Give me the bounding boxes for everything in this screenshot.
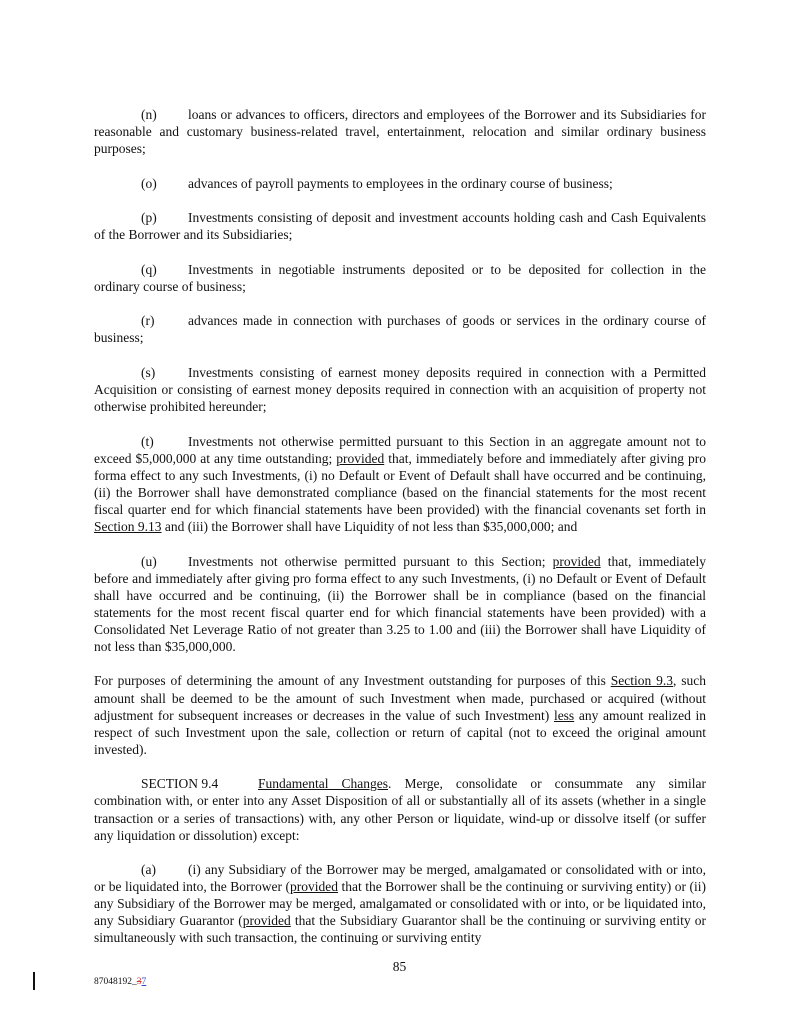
paragraph-text: Investments consisting of earnest money deposits required in connection with a Permitted Acquisition or consisting of earnest money deposits required in connection with an acquisition of property not otherwise prohibited hereunder; — [94, 364, 706, 415]
paragraph-p — [94, 209, 706, 243]
provided-term: provided — [242, 913, 291, 929]
paragraph-text: Investments consisting of deposit and investment accounts holding cash and Cash Equivalents of the Borrower and its Subsidiaries; — [94, 210, 706, 243]
paragraph-text: any amount realized in respect of such Investment upon the sale, collection or return of capital (not to exceed the original amount invested). — [94, 707, 706, 757]
paragraph-text: that, immediately before and immediately after giving pro forma effect to any such Investments, (i) no Default or Event of Default shall have occurred and be continuing, (ii) the Borrower shall be in compliance (based on the financial statements for the most recent fiscal quarter end for which financial statements have been provided) with a Consolidated Net Leverage Ratio of not greater than 3.25 to 1.00 and (iii) the Borrower shall have Liquidity of not less than $35,000,000. — [94, 553, 706, 654]
paragraph-text: , such amount shall be deemed to be the amount of such Investment when made, purchased or acquired (without adjustment for subsequent increases or decreases in the value of such Investment) — [94, 673, 707, 723]
paragraph-label: (s) — [141, 364, 156, 380]
provided-term: provided — [336, 450, 385, 466]
paragraph-text: that the Borrower shall be the continuing or surviving entity) or (ii) any Subsidiary of the Borrower may be merged, amalgamated or consolidated with or into, or be liquidated into, any Subsidiary Guarantor ( — [94, 879, 707, 929]
provided-term: provided — [552, 553, 601, 569]
section-title: Fundamental Changes — [258, 776, 389, 792]
section-9-4-paragraph — [94, 775, 706, 843]
paragraph-text: advances of payroll payments to employees in the ordinary course of business; — [188, 175, 613, 191]
change-bar — [33, 972, 35, 990]
paragraph-r — [94, 312, 706, 346]
paragraph-text: Investments not otherwise permitted pursuant to this Section; — [188, 553, 553, 569]
paragraph-text: loans or advances to officers, directors and employees of the Borrower and its Subsidiaries for reasonable and customary business-related travel, entertainment, relocation and similar ordinary business purposes; — [94, 107, 706, 157]
paragraph-a — [94, 861, 706, 946]
paragraph-label: (o) — [141, 175, 157, 191]
document-page — [94, 106, 706, 964]
paragraph-label: (p) — [141, 210, 157, 226]
paragraph-text: (i) any Subsidiary of the Borrower may be merged, amalgamated or consolidated with or into, or be liquidated into, the Borrower ( — [94, 862, 706, 895]
paragraph-label: (r) — [141, 313, 155, 329]
paragraph-o — [94, 175, 706, 192]
paragraph-n — [94, 106, 706, 157]
paragraph-text: advances made in connection with purchases of goods or services in the ordinary course of business; — [94, 313, 706, 346]
inserted-version: 7 — [141, 977, 147, 987]
paragraph-text: . Merge, consolidate or consummate any similar combination with, or enter into any Asset Disposition of all or substantially all of its assets (whether in a single transaction or a series of transactions) with, any other Person or liquidate, wind-up or dissolve itself (or suffer any liquidation or dissolution) except: — [94, 776, 706, 843]
paragraph-label: (a) — [141, 862, 156, 878]
paragraph-text: and (iii) the Borrower shall have Liquidity of not less than $35,000,000; and — [161, 519, 578, 535]
section-reference: Section 9.3 — [610, 673, 673, 689]
page-number: 85 — [392, 959, 407, 974]
document-id — [94, 977, 146, 987]
paragraph-u — [94, 553, 706, 656]
paragraph-text: that, immediately before and immediately after giving pro forma effect to any such Investments, (i) no Default or Event of Default shall have occurred and be continuing, (ii) the Borrower shall have demonstrated compliance (based on the financial statements for the most recent fiscal quarter end for which financial statements have been provided) with the financial covenants set forth in — [94, 450, 706, 517]
closing-paragraph — [94, 672, 706, 757]
paragraph-s — [94, 364, 706, 415]
provided-term: provided — [290, 879, 338, 895]
paragraph-label: (t) — [141, 433, 154, 449]
paragraph-t — [94, 433, 706, 536]
paragraph-text: that the Subsidiary Guarantor shall be the continuing or surviving entity or simultaneously with such transaction, the continuing or surviving entity — [94, 913, 706, 946]
paragraph-text: Investments not otherwise permitted pursuant to this Section in an aggregate amount not to exceed $5,000,000 at any time outstanding; — [94, 433, 706, 466]
paragraph-label: (q) — [141, 261, 157, 277]
deleted-version: 3 — [136, 977, 142, 987]
paragraph-q — [94, 261, 706, 295]
less-term: less — [553, 707, 575, 723]
section-number: SECTION 9.4 — [141, 776, 219, 792]
paragraph-text: For purposes of determining the amount of any Investment outstanding for purposes of this — [94, 673, 611, 689]
section-reference: Section 9.13 — [94, 519, 162, 535]
doc-id-base: 87048192_ — [94, 977, 137, 987]
paragraph-text: Investments in negotiable instruments deposited or to be deposited for collection in the ordinary course of business; — [94, 261, 706, 294]
paragraph-label: (n) — [141, 107, 157, 122]
paragraph-label: (u) — [141, 553, 157, 569]
